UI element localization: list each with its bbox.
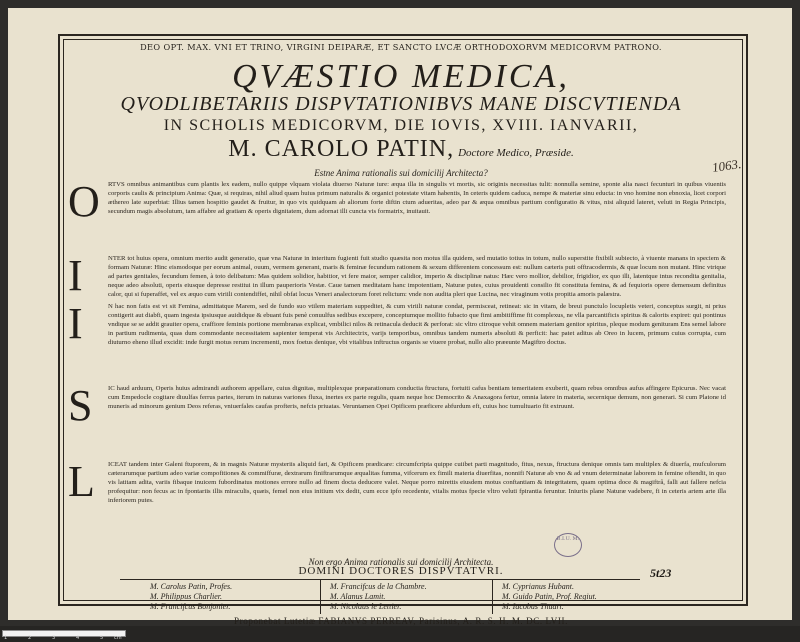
drop-cap: O [68, 177, 100, 226]
handwritten-number: 1063. [711, 156, 743, 175]
doctors-right-column [502, 582, 597, 612]
document-subtitle: QVODLIBETARIIS DISPVTATIONIBVS MANE DISCVTIENDA [120, 93, 682, 115]
paragraph-text: N hac non fatis est vt sit Femina, admittatque Marem, sed de fundo suo vtilem materiam suppeditet, & cum viriili naturæ condat, permisceat, retineat: sic in vitam, de breui punctulo locupletis veteri, conceptus surgit, ni prius contigerit aut diabfi, quam ingesta ipsiusque auididque & ebuant fuis penè conuulfus sedibus excepere, conceptumque mollito fubacto que fimi ambitiffime fit complexus, ne vlla parcantificis spiritus & calorits expiret: qui pontinus vndique se se addit grauiter opera, craffiore feminis portione membranas explicat, vmbilici nilos & retinacula deducit & perforat: sic vltro citroque vehit omnem materiam genitor spiritus, pleque modum genituram Ens semel labore in partium rudimenta, quas dum commodante necessitatem sapienter temperat vis Architectrix, varijs temporibus, omnibus tandem numeris absoluti & perficit: hac patet aditus ab Oreo in lucem, primum cuius corrupta, cum diuturno eheno illud excidit: inde furgit motus rerum incrementi, mox foetus denique, vbi vitalibus inftructus organis se viuere probat, nullo alio præeunte Magiftro doctus. [108, 303, 726, 346]
president-role: Doctore Medico, Præside. [458, 147, 574, 159]
doctor-name: M. Francifcus de la Chambre. [330, 582, 427, 591]
paragraph-text: ICEAT tandem inter Galeni ftuporem, & in magnis Naturæ mysteriis aliquid fari, & Opificem prædicare: circumfcripta quippe cuiibet parti magnitudo, fitus, nexus, ftructura denique omnis tam multiplex & diuerfa, mufculorum cæterarumque partium adeo variæ compofitiones & commiffuræ, dextrarum finiftrarumque æqualitas fumma, vifcerum ex fimili materia diuerfitas, nonnifi Naturæ ab vno & ad vnum determinatæ laborem in femine oftendit, in quo vis latitam adita, variis fibaque inuicem fubordinatus motiones errore nullo ad finem docta deducere valet. Neque porro mirettis eiusdem motus conftantiam & integritatem, quam optima doce & magiftrâ, falli aut fallere nefcia profequitur: non fecus ac in fpontariis illis miraculis, quæis, femel non eius initium vix dedit, cum ecce ipfo recedente, vitalis motus fpecie vltro veluti fpirantia feruntur. Iniuriis plane Naturæ vadebere, fi in ceteris artem arte illa inferiorem putes. [108, 461, 726, 504]
doctors-left-column [150, 582, 232, 612]
paragraph-5 [68, 457, 734, 552]
doctor-name: M. Philippus Charlier. [150, 592, 223, 601]
scale-bar [2, 630, 126, 637]
doctors-middle-column [330, 582, 427, 612]
paragraph-text: IC haud arduum, Operis huius admirandi authorem appellare, cuius dignitas, multiplexque præparationum conductia ftructura, fortuiti cafus bentiam temeritatem exuberit, quam rebus omnibus aufus affingere Epicurus. Nec vacat cum Empedocle cogitare diuulfas ferrus partes, iterum in naturas variones fluxa, inertes ex parte regulis, quam neque hoc Democrito & Anaxagora fertur, omnia latere in materia, secernique demum, non generari. Si cum Platone id muneris ad minorum genium Deos referas, vniuerfales caufas profteris, nefcis priuatas. Veruntamen Opei Opificem præficere abfurdum eft, cuius hoc tumultuario fit extruunt. [108, 385, 726, 410]
handwritten-mark: 5t23 [650, 566, 672, 580]
dedication-line: DEO OPT. MAX. VNI ET TRINO, VIRGINI DEIPARÆ, ET SANCTO LVCÆ ORTHODOXORVM MEDICORVM PATRONO. [140, 42, 662, 52]
drop-cap: I [68, 251, 83, 300]
doctor-name: M. Iacobus Thuart. [502, 602, 564, 611]
paragraph-1 [68, 177, 734, 252]
column-divider [492, 580, 493, 614]
location-line: IN SCHOLIS MEDICORVM, DIE IOVIS, XVIII. IANVARII, [163, 117, 639, 134]
ruler-label: 5 [100, 635, 104, 641]
drop-cap: I [68, 299, 83, 348]
paragraph-text: NTER tot huius opera, omnium merito audit generatio, quæ vna Naturæ in interitum fugienti fuit studio quæsita non motus illa quidem, sed mutatio totius in totum, nullo superstite fixibili subiecto, à viuente manans in speciem & formam Naturæ: Hinc eismodoque per eorum animal, ouum, vermem generant, maris & feminæ fecundum rationem & sexum differentem concessum est: nullum cæteris puti offtracodermis, & quæ locum non mutant. Hinc vtrique ad partes genitales, fecundum femen, à toto delibatum: Mas quidem solidior, habitior, vt fere maior, semper calidior, imperio & disciplinæ natus: Hæc vero mollior, debilior, frigidior, ex quo illi, latentque intus recondita genitalia, neque adeo absoluti, operis eiusque depresse restitui in illum pauperioris Vestæ. Caue tamen meditatam hanc impotentiam, Naturæ putes, cuius prouidenti consilio fit constituta femina, & ad fequioris opere demensum definitus calor, qui si fuperaffet, vel ex æquo cum viriili contendiffet, nihil obfat locus Veneri analectorum foret relictum: vnde non audita pleri que Lucina, nec viraginum votis propitia amoris palæstra. [108, 255, 726, 298]
drop-cap: S [68, 381, 93, 430]
doctor-name: M. Nicolaus le Lettier. [330, 602, 402, 611]
doctor-name: M. Francifcus Bonjonier. [150, 602, 231, 611]
doctor-name: M. Alanus Lamit. [330, 592, 386, 601]
president-name: M. CAROLO PATIN, [228, 136, 455, 162]
ruler-label: 4 [76, 635, 80, 641]
ruler-label: 2 [28, 635, 32, 641]
ruler-label: 1 [4, 635, 8, 641]
paragraph-text: RTVS omnibus animantibus cum plantis lex eadem, nullo quippe vlquam violata diuerso Naturæ iure: æqua illa in singulis vt mortis, sic originis necessitas tulit: nonnulla semine, sponte alia nasci fecunturi in quibus viuentis corporis caulis & principium Anima: Quæ, si requiras, nihil aliud quam huius primum naturalis & organici potestate vitam habentis, In ceteris quidem caduca, nempe & materiæ sinu educta: in vno homine non ebnoxia, licet corpori æthereo late superbiat: Illius tamen hospitio gaudet & fruitur, in quo vix quidquam ab aliorum forte diftin ctum adueritas, adeo par & æqua omnibus partium configuratio & vitus, nisi aliquid lateret, veluti in Regia Principis, secundum magis absolutum, tam affabre ad gratiam & operis dignitatem, dum adornat illi cuncta vis formatrix, inuitauit. [108, 181, 726, 215]
ruler-label: 3 [52, 635, 56, 641]
doctor-name: M. Guido Patin, Prof. Regiut. [502, 592, 597, 601]
paragraph-2 [68, 251, 734, 300]
column-divider [320, 580, 321, 614]
doctor-name: M. Carolus Patin, Profes. [150, 582, 233, 591]
paragraph-3 [68, 299, 734, 374]
drop-cap: L [68, 457, 95, 506]
doctors-heading: DOMINI DOCTORES DISPVTATVRI. [298, 565, 504, 577]
paragraph-4 [68, 381, 734, 456]
disputation-question: Estne Anima rationalis sui domicilij Architecta? [314, 168, 488, 178]
library-stamp: B.I.U. M. [554, 533, 582, 557]
document-title: QVÆSTIO MEDICA, [232, 58, 570, 95]
proponebat-line: Proponebat Lutetiæ FABIANVS PERREAV, Parisinus, A. R. S. H. M. DC. LVII. [234, 616, 568, 626]
president-line [68, 136, 734, 163]
closing-question: Non ergo Anima rationalis sui domicilij Architecta. [308, 557, 494, 567]
heading-rule [120, 579, 640, 580]
ruler-unit: cm [114, 635, 122, 641]
doctor-name: M. Cyprianus Hubant. [502, 582, 574, 591]
